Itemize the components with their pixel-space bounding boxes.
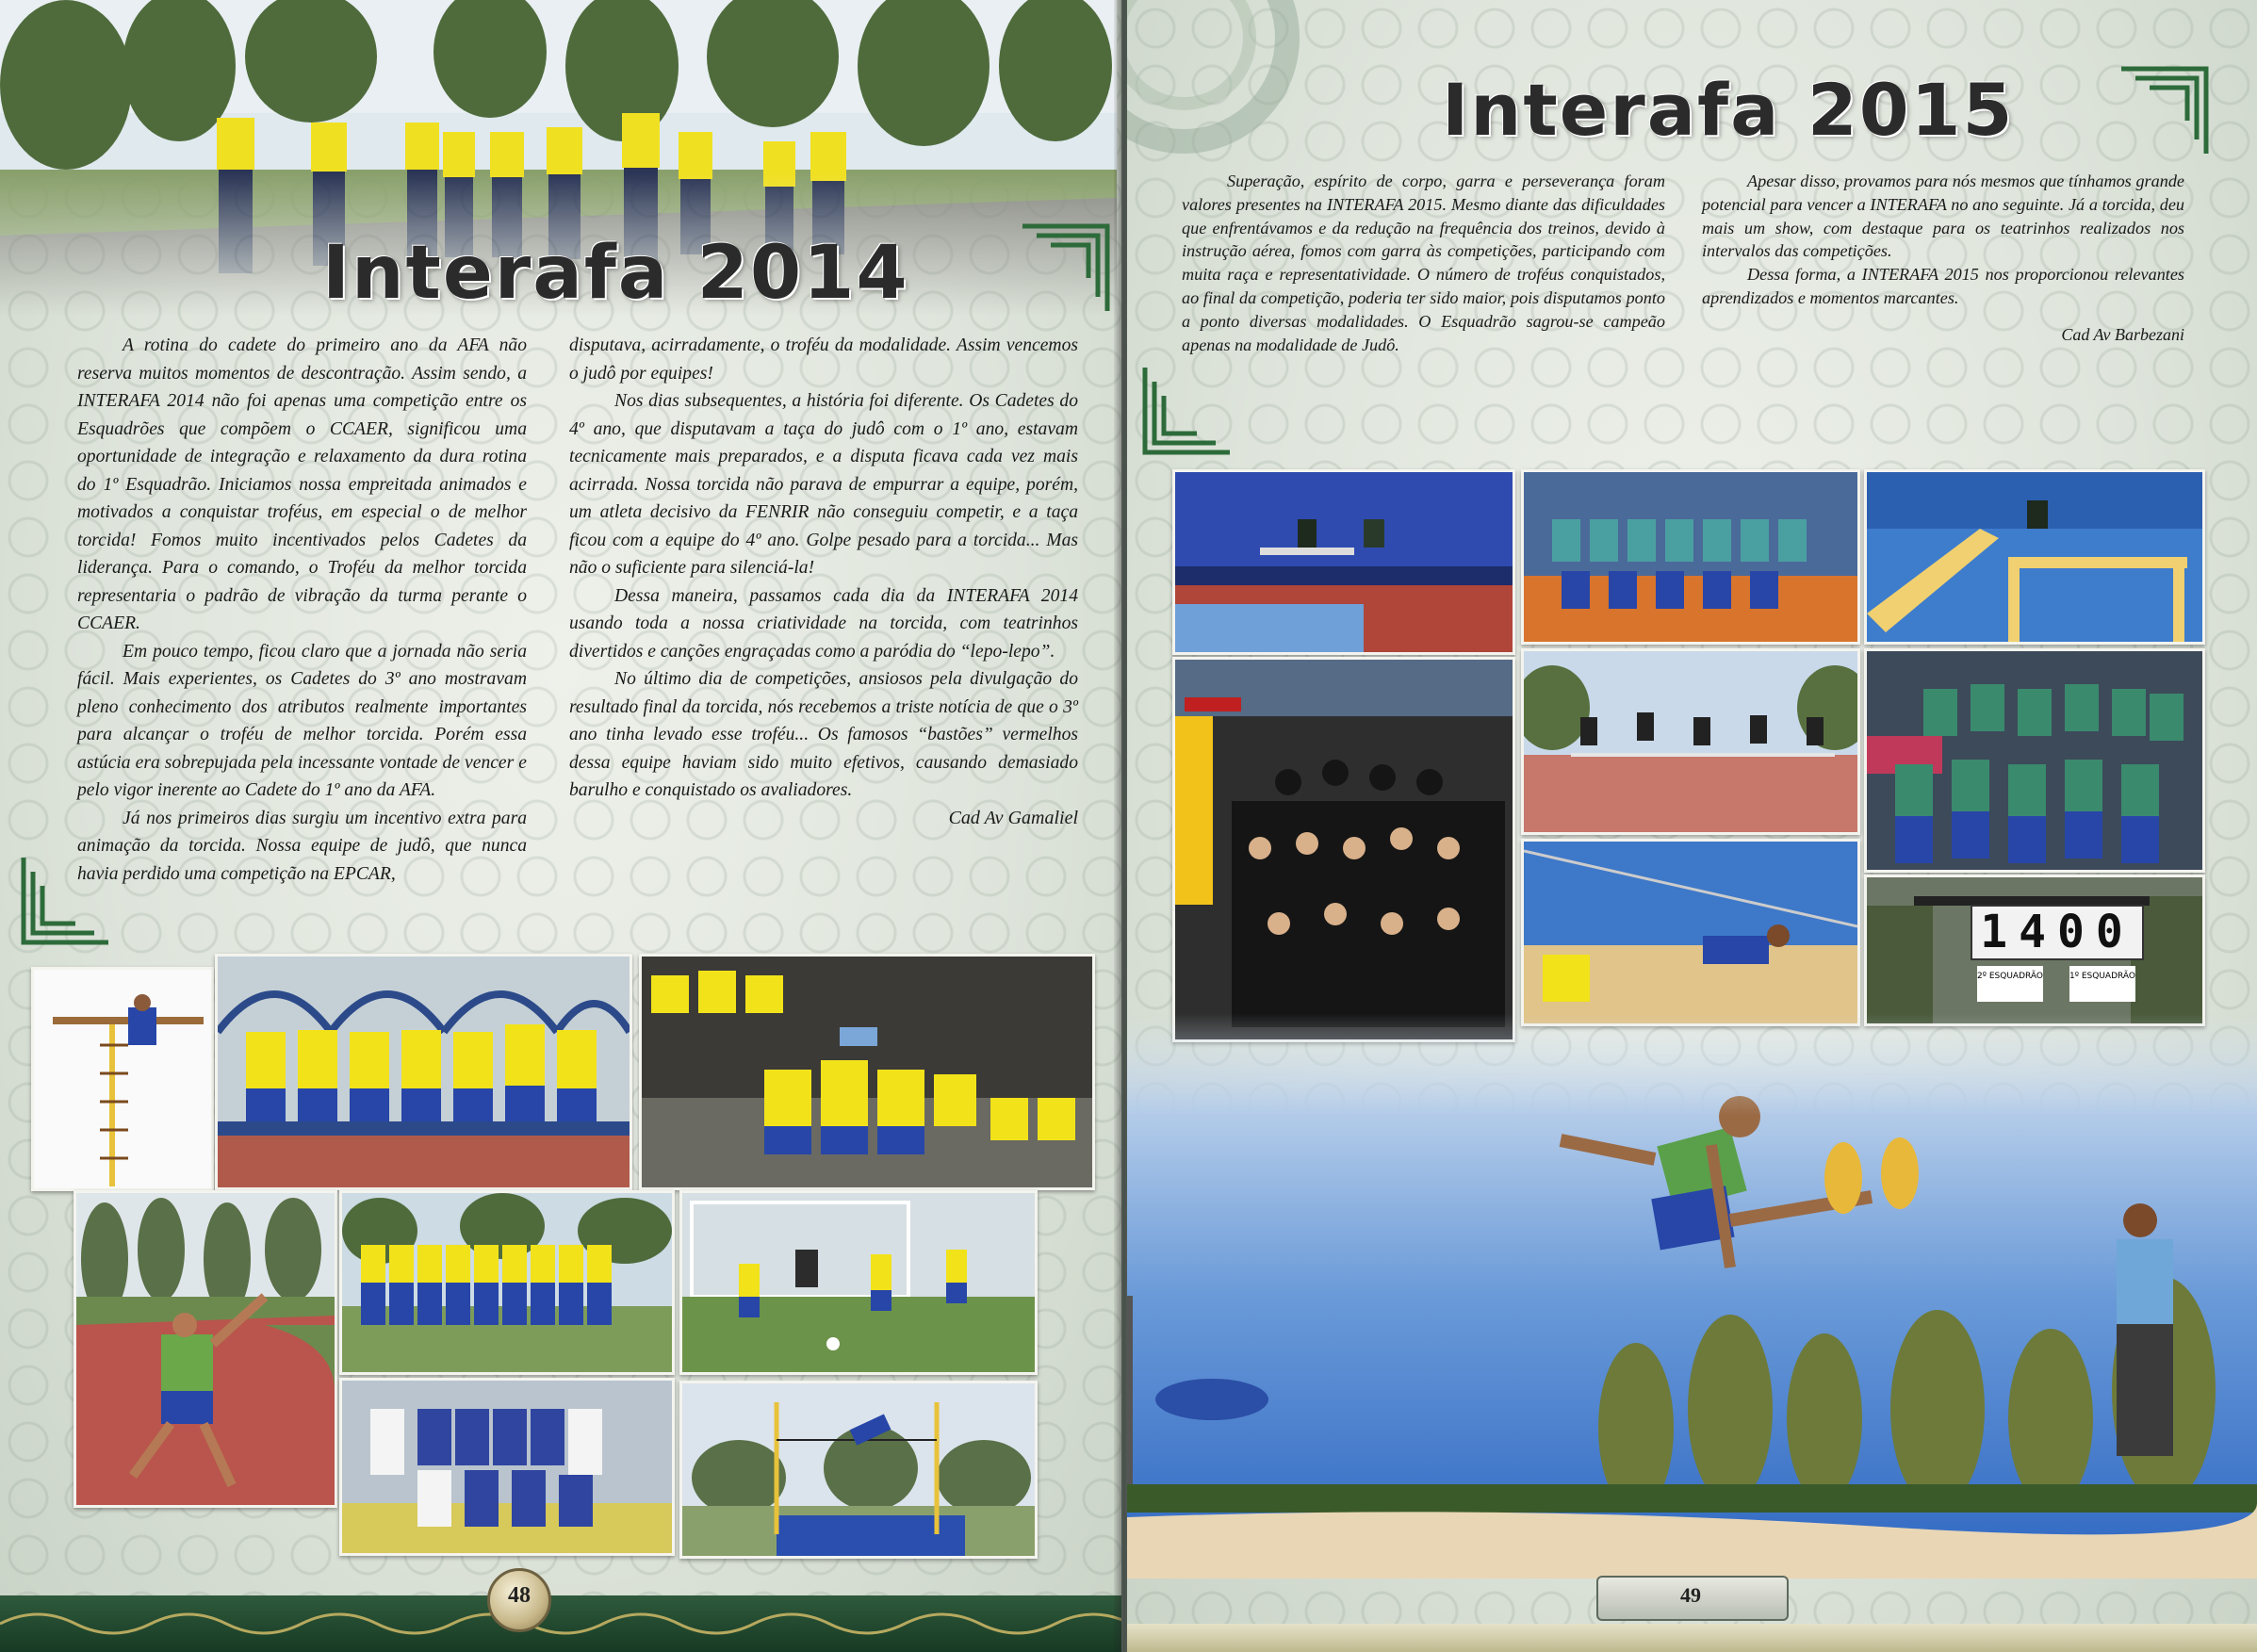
photo-obstacle-jump bbox=[1864, 469, 2205, 645]
page-footer-band bbox=[0, 1595, 1121, 1652]
photo-volleyball-team bbox=[1521, 469, 1860, 645]
photo-team-bench bbox=[215, 954, 632, 1190]
photo-long-jump-hero bbox=[1127, 1013, 2257, 1578]
page-left bbox=[0, 0, 1121, 1652]
paragraph: A rotina do cadete do primeiro ano da AFA não reserva muitos momentos de descontração. Assim sendo, a INTERAFA 2014 não foi apenas uma competição entre os Esquadrões que compõem o CCAER, significou uma oportunidade de integração e relaxamento da dura rotina do 1º Esquadrão. Iniciamos nossa empreitada animados e motivados a conquistar troféus, em especial o de melhor torcida! Fomos muito incentivados pelos Cadetes da liderança. Para o comando, o Troféu da melhor torcida representaria o padrão de vibração da turma perante o CCAER. bbox=[77, 335, 527, 633]
photo-steeplechase bbox=[1172, 469, 1515, 655]
paragraph: Superação, espírito de corpo, garra e perseverança foram valores presentes na INTERAFA 2015. Mesmo diante das dificuldades que enfrentávamos e da redução na frequência dos treinos, devido à instrução aérea, fomos com garra às competições, participando com muita raça e representatividade. O número de troféus conquistados, ao final da competição, poderia ter sido maior, pois disputamos ponto a ponto diversas modalidades. O Esquadrão sagrou-se campeão apenas na modalidade de Judô. bbox=[1182, 172, 1665, 354]
page-footer-band bbox=[1127, 1624, 2257, 1652]
paragraph: Já nos primeiros dias surgiu um incentivo extra para animação da torcida. Nossa equipe de judô, que nunca havia perdido uma competição na EPCAR, bbox=[77, 808, 527, 884]
paragraph: Dessa maneira, passamos cada dia da INTERAFA 2014 usando toda a nossa criatividade na torcida, com teatrinhos divertidos e canções engraçadas como a paródia do “lepo-lepo”. bbox=[569, 585, 1078, 662]
paragraph: No último dia de competições, ansiosos pela divulgação do resultado final da torcida, nós recebemos a triste notícia de que o 3º ano tinha levado esse troféu... Os famosos “bastões” vermelhos dessa equipe haviam sido muito efetivos, causando demasiado barulho e conquistado os avaliadores. bbox=[569, 669, 1078, 800]
celtic-corner-ornament-icon bbox=[1140, 363, 1235, 457]
author-signature: Cad Av Gamaliel bbox=[948, 807, 1078, 828]
article-column-2-2015 bbox=[1702, 170, 2184, 347]
celtic-swirl-ornament-icon bbox=[1127, 0, 1438, 188]
page-title-2014: Interafa 2014 bbox=[322, 231, 909, 316]
scoreboard-label-a: 2º ESQUADRÃO bbox=[1977, 966, 2043, 1002]
photo-cheering-crowd-2014 bbox=[639, 954, 1095, 1190]
paragraph: Dessa forma, a INTERAFA 2015 nos proporcionou relevantes aprendizados e momentos marcantes. bbox=[1702, 265, 2184, 307]
photo-team-green-shirts bbox=[1864, 648, 2205, 873]
paragraph: Nos dias subsequentes, a história foi diferente. Os Cadetes do 4º ano, que disputavam a taça do judô com o 1º ano, estavam tecnicamente mais preparados, e a disputa ficava cada vez mais acirrada. Nossa torcida não parava de empurrar a equipe, porém, um atleta decisivo da FENRIR não conseguiu competir, e a taça ficou com a equipe do 4º ano. Golpe pesado para a torcida... Mas não o suficiente para silenciá-la! bbox=[569, 391, 1078, 578]
photo-judo-team bbox=[339, 1378, 675, 1556]
photo-rope-ladder bbox=[31, 967, 214, 1191]
scoreboard-label-b: 1º ESQUADRÃO bbox=[2069, 966, 2135, 1002]
scoreboard-digits: 1400 bbox=[1971, 905, 2144, 960]
photo-shot-put bbox=[74, 1190, 337, 1508]
paragraph: disputava, acirradamente, o troféu da modalidade. Assim vencemos o judô por equipes! bbox=[569, 335, 1078, 384]
photo-soccer-match bbox=[679, 1190, 1038, 1375]
paragraph: Em pouco tempo, ficou claro que a jornada não seria fácil. Mais experientes, os Cadetes do 3º ano mostravam pleno conhecimento dos atributos realmente importantes para alcançar o troféu de melhor torcida. Porém essa astúcia era sobrepujada pela incessante vontade de vencer e pelo vigor inerente ao Cadete do 1º ano da AFA. bbox=[77, 641, 527, 800]
photo-long-jump-pit bbox=[1521, 839, 1860, 1026]
article-column-1-2014 bbox=[77, 332, 527, 888]
paragraph: Apesar disso, provamos para nós mesmos que tínhamos grande potencial para vencer a INTERAFA no ano seguinte. Já a torcida, deu mais um show, com destaque para os teatrinhos realizados nos intervalos das competições. bbox=[1702, 172, 2184, 261]
page-number: 48 bbox=[508, 1583, 531, 1608]
author-signature: Cad Av Barbezani bbox=[2061, 324, 2184, 344]
article-column-1-2015 bbox=[1182, 170, 1665, 356]
photo-hurdles bbox=[1521, 648, 1860, 835]
photo-high-jump bbox=[679, 1381, 1038, 1559]
page-right bbox=[1127, 0, 2257, 1652]
celtic-corner-ornament-icon bbox=[2117, 64, 2211, 158]
article-column-2-2014 bbox=[569, 332, 1078, 832]
celtic-corner-ornament-icon bbox=[1018, 221, 1112, 316]
photo-team-field bbox=[339, 1190, 675, 1375]
page-title-2015: Interafa 2015 bbox=[1442, 68, 2015, 152]
photo-cheering-crowd-2015 bbox=[1172, 657, 1515, 1042]
page-number: 49 bbox=[1680, 1583, 1701, 1607]
